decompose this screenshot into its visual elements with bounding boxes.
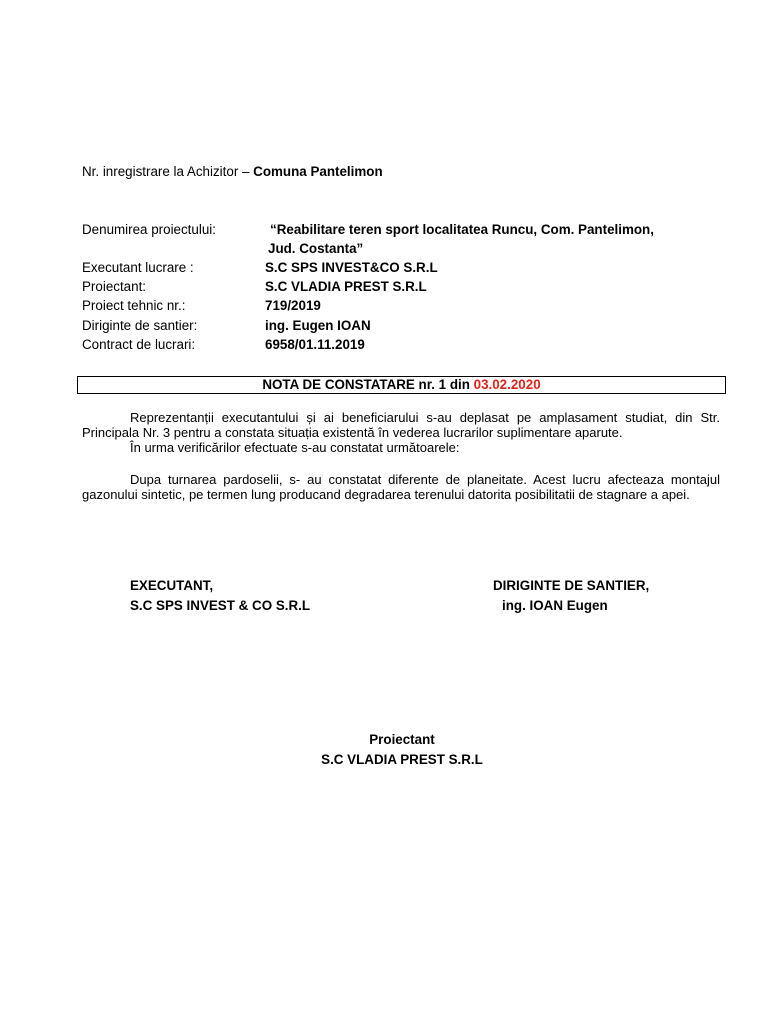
body-paragraph-2: [82, 441, 720, 456]
contract-value: 6958/01.11.2019: [265, 337, 365, 352]
body-paragraph-3: [82, 473, 720, 502]
project-name-label: Denumirea proiectului:: [82, 222, 216, 237]
proiectant-value: S.C VLADIA PREST S.R.L: [265, 279, 427, 294]
executant-value: S.C SPS INVEST&CO S.R.L: [265, 260, 438, 275]
body-paragraph-3-text: Dupa turnarea pardoselii, s- au constatat diferente de planeitate. Acest lucru afecteaza montajul gazonului sintetic, pe termen lung producand degradarea terenului datorita posibilitatii de stagnare a apei.: [82, 472, 720, 502]
nota-title-box: [77, 376, 726, 394]
proiect-tehnic-label: Proiect tehnic nr.:: [82, 298, 186, 313]
diriginte-signature-name: ing. IOAN Eugen: [502, 598, 608, 613]
project-name-line1: “Reabilitare teren sport localitatea Runcu, Com. Pantelimon,: [270, 222, 654, 237]
proiectant-label: Proiectant:: [82, 279, 147, 294]
diriginte-label: Diriginte de santier:: [82, 318, 198, 333]
executant-signature-title: EXECUTANT,: [130, 578, 214, 593]
proiectant-signature-title: Proiectant: [369, 732, 435, 747]
diriginte-value: ing. Eugen IOAN: [265, 318, 371, 333]
registration-line: [82, 164, 383, 179]
proiectant-signature-company: S.C VLADIA PREST S.R.L: [321, 752, 483, 767]
diriginte-signature-title: DIRIGINTE DE SANTIER,: [493, 578, 650, 593]
executant-signature-company: S.C SPS INVEST & CO S.R.L: [130, 598, 311, 613]
executant-label: Executant lucrare :: [82, 260, 194, 275]
nota-title: NOTA DE CONSTATARE nr. 1 din: [262, 377, 474, 392]
proiect-tehnic-value: 719/2019: [265, 298, 321, 313]
body-paragraph-1: [82, 411, 720, 440]
project-name-line2: Jud. Costanta”: [268, 241, 364, 256]
body-paragraph-2-text: În urma verificărilor efectuate s-au constatat următoarele:: [130, 440, 460, 455]
registration-value: Comuna Pantelimon: [253, 164, 383, 179]
body-paragraph-1-text: Reprezentanții executantului și ai beneficiarului s-au deplasat pe amplasament studiat, din Str. Principala Nr. 3 pentru a constata situația existentă în vederea lucrarilor suplimentare aparute.: [82, 410, 720, 440]
contract-label: Contract de lucrari:: [82, 337, 196, 352]
nota-date: 03.02.2020: [473, 377, 541, 392]
registration-label: Nr. inregistrare la Achizitor –: [82, 164, 254, 179]
